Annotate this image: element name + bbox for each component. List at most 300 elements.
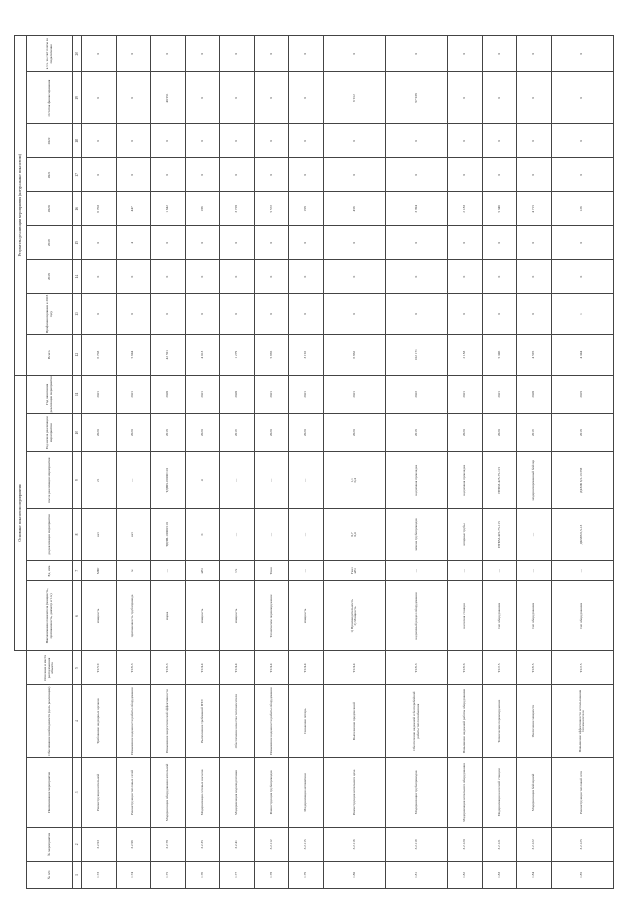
table-cell: 6 912 [323,72,385,124]
table-cell: Техническое перевооружение [254,581,289,651]
table-cell: — [482,561,517,581]
table-cell: опорные трубы [448,509,483,561]
column-header: 2020 [27,192,73,226]
table-cell: 5 572 [254,192,289,226]
table-cell: Модернизация бойлерной [517,757,552,827]
table-cell: тип оборудования [482,581,517,651]
table-cell: — [151,561,186,581]
table-cell: 2019 [220,414,255,452]
group-header-main: Основные показатели мероприятия [15,375,27,651]
table-cell: Выполнение требований ПТЭ [185,685,220,757]
table-cell: ДКМВ 6,5-13 [551,509,613,561]
table-cell: 0 [448,260,483,294]
table-cell: 0 [289,36,324,72]
table-cell: 0 [386,294,448,335]
table-cell: — [289,452,324,509]
table-cell: насосная станция [448,581,483,651]
table-cell: 2021 [82,375,117,414]
table-cell: 4 595 [517,334,552,375]
table-cell: мощность [289,581,324,651]
table-cell: 3.2.35 [185,827,220,861]
table-cell: 0 [254,36,289,72]
column-number: 16 [73,192,82,226]
table-cell: 0 [151,260,186,294]
table-cell: 3.2.112 [254,827,289,861]
table-cell: 0 [185,124,220,158]
table-row [323,36,385,889]
table-cell: 0 [116,72,151,124]
table-row [386,36,448,889]
table-cell: 0 [482,72,517,124]
table-cell: 2020 [151,375,186,414]
table-cell: 0 [323,36,385,72]
investment-program-table [14,35,614,889]
table-row [448,36,483,889]
table-cell: 1.81 [386,861,448,888]
table-cell: 0 [448,294,483,335]
table-cell: 3.2.41 [220,827,255,861]
table-cell: 0 [323,260,385,294]
table-cell: Т2/4.4 [185,651,220,685]
table-row [220,36,255,889]
table-cell: Реконструкция тепловых сетей [116,757,151,827]
table-cell: 0 [151,226,186,260]
table-cell: 0 [220,226,255,260]
table-cell: 2021 [254,375,289,414]
table-cell: ПТВМ-425-75-115 [482,452,517,509]
table-cell: Выполнение предписаний [323,685,385,757]
table-cell: 40 951 [151,72,186,124]
table-cell: Увеличение мощности [517,685,552,757]
column-header: 2021 [27,158,73,192]
column-header: Год начала реализации мероприятия [27,414,73,452]
table-cell: 0 [386,226,448,260]
table-cell: 0 [82,158,117,192]
table-cell: 1.76 [185,861,220,888]
table-cell: Обеспечение надежной и бесперебойной работы теплоснабжения [386,685,448,757]
column-number: 2 [73,827,82,861]
table-cell: 0 [517,158,552,192]
table-cell: Т2/6.3 [116,651,151,685]
table-cell: Т2/2.5 [482,651,517,685]
table-cell: 198 [289,192,324,226]
table-cell: — [517,561,552,581]
table-cell: 2020 [82,414,117,452]
table-cell: ПТВМ-425-75-115 [482,509,517,561]
table-cell: 6 703 [82,192,117,226]
table-cell: — [289,561,324,581]
table-cell: 2018 [386,414,448,452]
table-cell: Т2/5.9 [82,651,117,685]
table-cell: — [116,452,151,509]
table-cell: — [254,452,289,509]
table-cell: 4 344 [551,334,613,375]
table-cell: 0 [482,124,517,158]
table-cell: 1) Производительность 2) Мощность [323,581,385,651]
column-number: 6 [73,581,82,651]
column-header: до реализации мероприятия [27,509,73,561]
table-cell: 5 944 [116,334,151,375]
table-row [551,36,613,889]
table-cell: т/ч [220,561,255,581]
table-cell: Повышение надежности работы оборудования [116,685,151,757]
table-cell: Модернизация водоподготовки [220,757,255,827]
table-cell: Модернизация оборудования котельной [151,757,186,827]
table-row [254,36,289,889]
column-number: 13 [73,294,82,335]
table-cell: 4 [116,226,151,260]
column-header: № мероприятия [27,827,73,861]
table-cell: 2018 [551,414,613,452]
table-cell: ТДНН-10000/110 [151,509,186,561]
column-header: Ед. изм. [27,561,73,581]
table-cell: нет [116,509,151,561]
table-cell: Повышение надежности работы оборудования [254,685,289,757]
table-cell: 0 [448,158,483,192]
column-number: 5 [73,651,82,685]
table-cell: 4 [185,452,220,509]
column-header: в т.ч. за счет платы за подключение [27,36,73,72]
table-cell: Т2/4.4 [289,651,324,685]
table-cell: 3.2.96 [116,827,151,861]
table-cell: Модернизация трубопроводов [386,757,448,827]
table-cell: Реконструкция котельного цеха [323,757,385,827]
table-cell: протяженность трубопровода [116,581,151,651]
table-cell: 2019 [517,414,552,452]
table-cell: 0 [116,36,151,72]
table-cell: 0 [185,36,220,72]
table-cell: 0 [82,124,117,158]
table-cell: 1.74 [116,861,151,888]
table-cell: 0 [254,260,289,294]
column-header: Обоснование необходимости (цель реализации) [27,685,73,757]
table-cell: мощность [220,581,255,651]
column-number: 19 [73,72,82,124]
table-cell: 3.2.122 [517,827,552,861]
table-cell: Реконструкция трубопроводов [254,757,289,827]
table-cell: 2021 [185,375,220,414]
table-cell: 2020 [482,414,517,452]
table-cell: 2 183 [448,192,483,226]
table-cell: Т2/6.3 [151,651,186,685]
table-cell: 0 [386,36,448,72]
table-cell: 1.78 [254,861,289,888]
table-cell: 1.79 [289,861,324,888]
table-cell: 0 [482,260,517,294]
column-header: 2018 [27,260,73,294]
column-header: после реализации мероприятия [27,452,73,509]
table-cell: 3.2.116 [323,827,385,861]
table-cell: 0 [517,36,552,72]
table-cell: м [116,561,151,581]
table-cell: 0 [254,226,289,260]
column-number: 11 [73,375,82,414]
table-cell: 0 [185,509,220,561]
table-cell: 2020 [448,414,483,452]
table-row [289,36,324,889]
table-cell: 2021 [323,375,385,414]
table-cell: — [517,509,552,561]
table-cell: 0 [323,294,385,335]
table-cell: 0 [323,158,385,192]
table-cell: 5 346 [482,334,517,375]
table-cell: тип оборудования [517,581,552,651]
column-header: Всего [27,334,73,375]
table-cell: 2020 [323,414,385,452]
table-cell: 0 [220,260,255,294]
column-number: 10 [73,414,82,452]
table-cell: модернизированный бойлер [517,452,552,509]
table-cell: 0 [220,124,255,158]
table-cell: Т2/6.3 [386,651,448,685]
table-cell: 1.75 [151,861,186,888]
rotated-table-container [14,35,614,889]
table-cell: 0 [185,260,220,294]
table-cell: 186 [185,192,220,226]
table-cell: 0,7 0,4 [323,509,385,561]
table-cell: 0 [551,36,613,72]
table-cell: 447 [116,192,151,226]
column-number: 8 [73,509,82,561]
table-cell: 2020 [517,375,552,414]
table-cell: 3.2.119 [386,827,448,861]
table-cell: 0 [517,72,552,124]
table-cell: 0 [82,36,117,72]
table-cell: 0 [82,260,117,294]
table-cell: 2020 [185,414,220,452]
table-cell: марка [151,581,186,651]
table-cell: 0 [289,72,324,124]
table-cell: 42 591 [151,334,186,375]
column-number: 20 [73,36,82,72]
table-cell: 0 [551,158,613,192]
table-cell: 1.84 [517,861,552,888]
table-cell: 0 [517,294,552,335]
table-cell: 2020 [254,414,289,452]
table-cell: 1.85 [551,861,613,888]
table-cell: 0 [448,226,483,260]
column-number: 4 [73,685,82,757]
table-cell: 0 [517,124,552,158]
table-cell: 2019 [551,375,613,414]
column-number: 7 [73,561,82,581]
column-number: 18 [73,124,82,158]
table-cell: — [289,509,324,561]
table-cell: 4 013 [185,334,220,375]
table-cell: 0 [289,124,324,158]
table-cell: 2021 [448,375,483,414]
table-cell: Обеспечение качества теплоносителя [220,685,255,757]
table-cell: 0 [386,158,448,192]
table-cell: 0 [82,226,117,260]
table-cell: 0 [517,226,552,260]
table-cell: 456 [323,192,385,226]
table-cell: 1.80 [323,861,385,888]
column-number: 15 [73,226,82,260]
table-cell: 0 [448,36,483,72]
column-number: 17 [73,158,82,192]
table-cell: 0 [289,226,324,260]
table-cell: надземная прокладка [386,452,448,509]
table-cell: Т2/6.5 [517,651,552,685]
table-cell: 0 [185,158,220,192]
table-cell: ДКМВ 6,5-13 ГМ [551,452,613,509]
table-cell: МВт [82,561,117,581]
table-cell: 0 [448,124,483,158]
table-cell: 1.73 [82,861,117,888]
column-number: 9 [73,452,82,509]
table-cell: — [551,561,613,581]
table-cell: Требование надзорных органов [82,685,117,757]
table-cell: 0 [220,158,255,192]
table-cell: 1.77 [220,861,255,888]
table-cell: 0 [323,226,385,260]
group-header-results: Результаты реализации мероприятия (натуральные показатели) [15,36,27,376]
table-cell: ТДНН-16000/110 [151,452,186,509]
table-row [82,36,117,889]
table-cell: 0 [220,36,255,72]
table-cell: 0 [254,124,289,158]
table-cell: 5 346 [482,192,517,226]
table-cell: 2022 [386,375,448,414]
table-cell: Модернизация котельного оборудования [448,757,483,827]
table-cell: 0 [386,124,448,158]
table-cell: 5 965 [254,334,289,375]
table-cell: 1,1 0,4 [323,452,385,509]
table-cell: кВт [185,561,220,581]
column-header: Наименование мероприятия [27,757,73,827]
table-cell: тип оборудования [551,581,613,651]
table-cell: 0 [220,72,255,124]
table-cell: 0 [517,260,552,294]
table-cell: Снижение потерь [289,685,324,757]
table-cell: 0 [185,226,220,260]
table-row [517,36,552,889]
table-cell: 0 [185,72,220,124]
table-cell: 0 [220,294,255,335]
table-cell: 0 [289,158,324,192]
table-cell: замена трубопроводов [386,509,448,561]
table-cell: 0 [151,36,186,72]
table-cell: 3.2.120 [448,827,483,861]
table-cell: 3.2.115 [289,827,324,861]
table-cell: — [220,509,255,561]
table-cell: 6 703 [82,334,117,375]
table-cell: 1 279 [220,334,255,375]
table-cell: Техническое перевооружение [482,685,517,757]
table-cell: Реконструкция тепловой сети [551,757,613,827]
table-cell: — [448,561,483,581]
table-cell: 0 [151,124,186,158]
table-cell: 0 [551,260,613,294]
table-row [151,36,186,889]
table-cell: мощность [82,581,117,651]
table-cell: 1.83 [482,861,517,888]
column-number: 12 [73,334,82,375]
table-cell: 2018 [151,414,186,452]
table-cell: 0 [82,72,117,124]
table-cell: 1.82 [448,861,483,888]
table-row [482,36,517,889]
table-cell: 3.2.125 [551,827,613,861]
table-cell: Гкал кВт [323,561,385,581]
table-cell: 0 [551,124,613,158]
table-cell: Повышение надежной работы оборудования [448,685,483,757]
column-number: 3 [73,757,82,827]
table-cell: 0 [254,294,289,335]
table-cell: Т2/2.5 [551,651,613,685]
table-cell: Модернизация сетевых насосов [185,757,220,827]
table-cell: Т2/4.4 [254,651,289,685]
column-header: Наименование показателя (мощность, протяженность, диаметр и т.п.) [27,581,73,651]
table-cell: Повышение энергетической эффективности [151,685,186,757]
table-cell: Т2/6.6 [448,651,483,685]
table-cell: 6 862 [323,334,385,375]
table-cell: 0 [254,158,289,192]
table-row [116,36,151,889]
table-cell: 2021 [116,375,151,414]
table-row [185,36,220,889]
table-cell: 21 [82,452,117,509]
table-cell: 0 [323,124,385,158]
table-cell: — [220,452,255,509]
table-cell: 0 [151,158,186,192]
table-cell: 2 183 [448,334,483,375]
column-header: № п/п [27,861,73,888]
table-cell: 0 [116,260,151,294]
table-cell: Т2/4.4 [220,651,255,685]
table-cell: 2020 [116,414,151,452]
table-cell: Модернизация автоматики [289,757,324,827]
table-cell: 97 938 [386,72,448,124]
table-cell: 0 [289,260,324,294]
column-header: Профинансировано к 2018 году [27,294,73,335]
column-header: 2019 [27,226,73,260]
table-cell: Реконструкция котельной [82,757,117,827]
table-cell: 2021 [289,375,324,414]
column-header: Описание и место расположения объекта [27,651,73,685]
table-cell: 102 171 [386,334,448,375]
column-number: 14 [73,260,82,294]
table-cell: 0 [551,226,613,260]
table-cell: 3 728 [220,192,255,226]
table-cell: 126 [551,192,613,226]
table-cell: 0 [551,72,613,124]
table-cell: 0 [289,294,324,335]
table-cell: — [386,561,448,581]
table-cell: 0 [151,294,186,335]
table-cell: 2020 [289,414,324,452]
table-cell: 0 [482,36,517,72]
table-cell: Тонн [254,561,289,581]
column-header: Год окончания реализации мероприятия [27,375,73,414]
table-cell: 2020 [220,375,255,414]
table-cell: 1 642 [151,192,186,226]
table-cell: 0 [254,72,289,124]
table-cell: 0 [482,158,517,192]
table-cell: 0 [448,72,483,124]
table-cell: 0 [82,294,117,335]
table-cell: нет [82,509,117,561]
table-cell: — [254,509,289,561]
table-cell: 3 394 [386,192,448,226]
table-cell: Т2/4.4 [323,651,385,685]
table-cell: 2021 [482,375,517,414]
column-header: 2022 [27,124,73,158]
table-cell: 0 [386,260,448,294]
table-cell: 4 715 [517,192,552,226]
table-cell: Повышение эффективности использования теплоносителя [551,685,613,757]
